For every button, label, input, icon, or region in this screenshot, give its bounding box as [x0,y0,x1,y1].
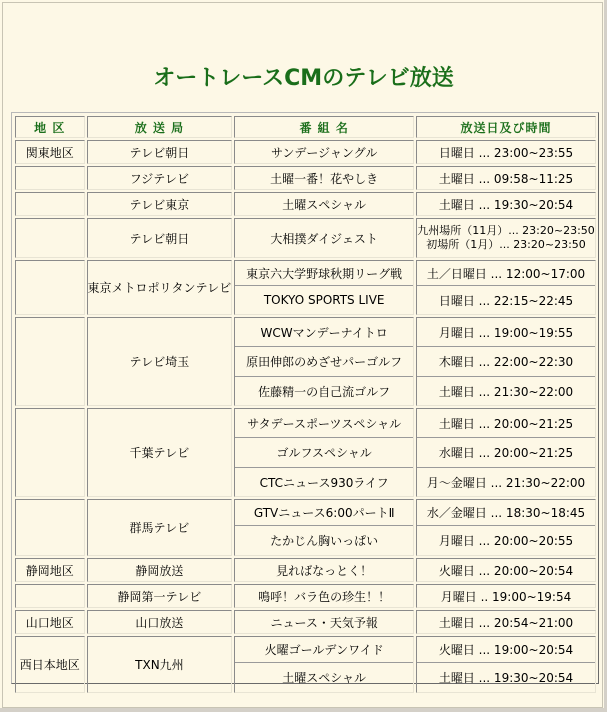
program-name: 火曜ゴールデンワイド [264,643,384,657]
bottom-bar [0,708,607,712]
cell-region [15,260,85,315]
cell-station: テレビ埼玉 [87,317,233,406]
program-name: 土曜一番！花やしき [270,171,379,186]
program-name: TOKYO SPORTS LIVE [235,285,413,314]
cell-program [234,499,414,556]
program-time: 月曜日 ... 20:00~20:55 [417,525,595,555]
header-station: 放 送 局 [87,116,233,138]
program-time: 月曜日 ... 19:00~19:55 [438,325,574,340]
cell-time [416,260,596,315]
cell-program [234,166,414,190]
schedule-table [13,114,598,695]
table-row [15,218,596,258]
cell-station: 山口放送 [87,610,233,634]
cell-station: 静岡第一テレビ [87,584,233,608]
program-name: 佐藤精一の自己流ゴルフ [235,376,413,405]
program-time: 日曜日 ... 22:15~22:45 [417,285,595,314]
cell-time [416,499,596,556]
cell-station: テレビ朝日 [87,218,233,258]
cell-time [416,166,596,190]
cell-station: TXN九州 [87,636,233,693]
cell-region [15,192,85,216]
cell-time [416,192,596,216]
program-time: 土曜日 ... 09:58~11:25 [438,171,574,186]
header-time: 放送日及び時間 [416,116,596,138]
cell-time [416,610,596,634]
cell-program [234,260,414,315]
table-row [15,166,596,190]
cell-region: 静岡地区 [15,558,85,582]
program-name: 東京六大学野球秋期リーグ戦 [246,266,403,281]
cell-region: 山口地区 [15,610,85,634]
cell-region [15,584,85,608]
cell-program [234,192,414,216]
cell-station: 群馬テレビ [87,499,233,556]
program-time: 月～金曜日 ... 21:30~22:00 [417,467,595,496]
cell-station: テレビ東京 [87,192,233,216]
cell-region: 西日本地区 [15,636,85,693]
cell-program [234,218,414,258]
cell-time [416,218,596,258]
program-name: ニュース・天気予報 [270,615,378,630]
cell-time [416,558,596,582]
program-time: 水曜日 ... 20:00~21:25 [417,437,595,467]
program-time [417,219,595,257]
program-time: 火曜日 ... 20:00~20:54 [438,563,574,578]
cell-time [416,584,596,608]
cell-region [15,218,85,258]
cell-program [234,610,414,634]
table-row [15,636,596,693]
program-time: 火曜日 ... 19:00~20:54 [438,643,574,657]
table-row [15,260,596,315]
cell-program [234,558,414,582]
program-time: 土／日曜日 ... 12:00~17:00 [426,266,586,281]
program-time: 月曜日 .. 19:00~19:54 [440,589,572,604]
program-name: 鳴呼！バラ色の珍生！！ [258,589,391,604]
cell-region [15,166,85,190]
program-name: サンデージャングル [271,145,378,160]
program-name: 土曜スペシャル [235,662,413,692]
cell-time [416,636,596,693]
table-row [15,610,596,634]
program-name: サタデースポーツスペシャル [247,416,402,431]
program-name: ゴルフスペシャル [235,437,413,467]
program-time-line: 九州場所（11月）... 23:20~23:50 [417,224,595,237]
program-name: 原田伸郎のめざせパーゴルフ [235,346,413,376]
table-row [15,140,596,164]
cell-program [234,317,414,406]
cell-region [15,408,85,497]
program-name: たかじん胸いっぱい [235,525,413,555]
page-title: オートレースCMのテレビ放送 [153,66,454,91]
schedule-table-wrapper [11,112,599,684]
program-time: 水／金曜日 ... 18:30~18:45 [426,506,586,520]
cell-station: 千葉テレビ [87,408,233,497]
table-row [15,408,596,497]
cell-time [416,317,596,406]
cell-program [234,584,414,608]
program-time-line: 初場所（1月）... 23:20~23:50 [426,238,586,251]
program-name: GTVニュース6:00パートⅡ [253,506,395,520]
program-name: 見ればなっとく！ [276,563,373,578]
program-name: 土曜スペシャル [282,197,367,212]
cell-time [416,408,596,497]
table-row [15,317,596,406]
program-time: 土曜日 ... 20:54~21:00 [438,615,574,630]
program-time: 日曜日 ... 23:00~23:55 [438,145,574,160]
header-region: 地 区 [15,116,85,138]
cell-station: 静岡放送 [87,558,233,582]
table-row [15,558,596,582]
program-time: 土曜日 ... 21:30~22:00 [417,376,595,405]
program-name: WCWマンデーナイトロ [260,325,388,340]
cell-station: フジテレビ [87,166,233,190]
cell-region [15,317,85,406]
cell-station: 東京メトロポリタンテレビ [87,260,233,315]
cell-program [234,140,414,164]
schedule-body [15,140,596,693]
table-row [15,192,596,216]
cell-time [416,140,596,164]
cell-region [15,499,85,556]
program-time: 木曜日 ... 22:00~22:30 [417,346,595,376]
program-time: 土曜日 ... 20:00~21:25 [438,416,574,431]
table-row [15,584,596,608]
program-name: CTCニュース930ライフ [235,467,413,496]
cell-program [234,636,414,693]
header-program: 番 組 名 [234,116,414,138]
cell-region: 関東地区 [15,140,85,164]
program-time: 土曜日 ... 19:30~20:54 [438,197,574,212]
cell-program [234,408,414,497]
program-name: 大相撲ダイジェスト [270,231,378,246]
table-row [15,499,596,556]
program-time: 土曜日 ... 19:30~20:54 [417,662,595,692]
cell-station: テレビ朝日 [87,140,233,164]
